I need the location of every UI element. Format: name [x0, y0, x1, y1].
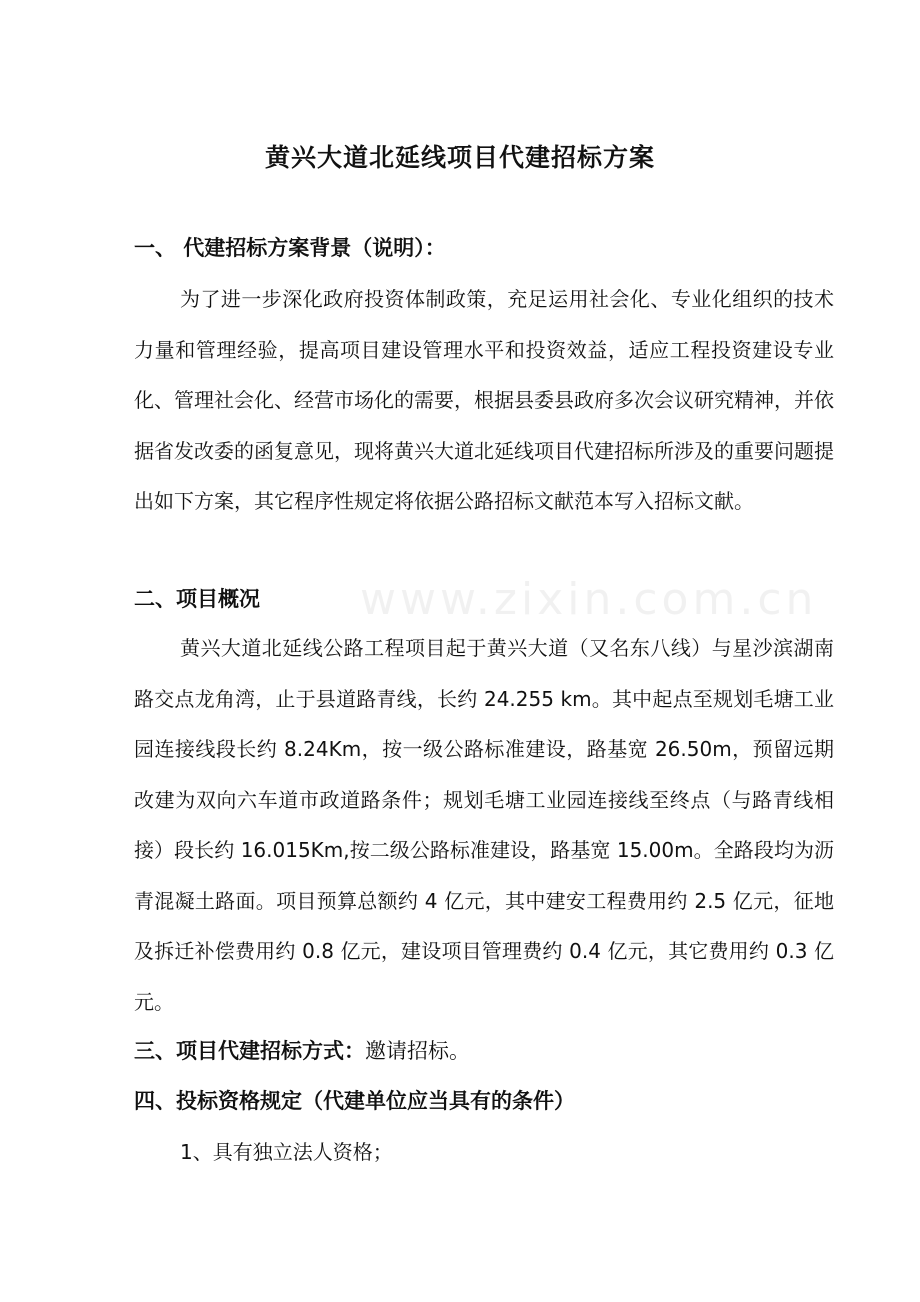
section-3-heading-label: 三、项目代建招标方式： [134, 1039, 365, 1063]
document-title: 黄兴大道北延线项目代建招标方案 [264, 143, 655, 172]
section-3-heading [134, 1034, 470, 1068]
section-2-paragraph: 黄兴大道北延线公路工程项目起于黄兴大道（又名东八线）与星沙滨湖南路交点龙角湾，止于县道路青线，长约 24.255 km。其中起点至规划毛塘工业园连接线段长约 8.24Km，按一级公路标准建设，路基宽 26.50m，预留远期改建为双向六车道市政道路条件；规划毛塘工业园连接线至终点（与路青线相接）段长约 16.015Km,按二级公路标准建设，路基宽 15.00m。全路段均为沥青混凝土路面。项目预算总额约 4 亿元，其中建安工程费用约 2.5 亿元，征地及拆迁补偿费用约 0.8 亿元，建设项目管理费约 0.4 亿元，其它费用约 0.3 亿元。 [134, 636, 834, 1014]
section-1-heading: 一、 代建招标方案背景（说明）： [134, 236, 446, 260]
section-4-heading: 四、投标资格规定（代建单位应当具有的条件） [134, 1089, 575, 1113]
section-3-value: 邀请招标。 [365, 1039, 470, 1063]
list-item: 1、具有独立法人资格； [180, 1140, 393, 1164]
watermark: www.zixin.com.cn [360, 574, 818, 625]
section-2-heading: 二、项目概况 [134, 587, 260, 611]
section-1-paragraph: 为了进一步深化政府投资体制政策，充足运用社会化、专业化组织的技术力量和管理经验，提高项目建设管理水平和投资效益，适应工程投资建设专业化、管理社会化、经营市场化的需要，根据县委县政府多次会议研究精神，并依据省发改委的函复意见，现将黄兴大道北延线项目代建招标所涉及的重要问题提出如下方案，其它程序性规定将依据公路招标文献范本写入招标文献。 [134, 287, 834, 513]
